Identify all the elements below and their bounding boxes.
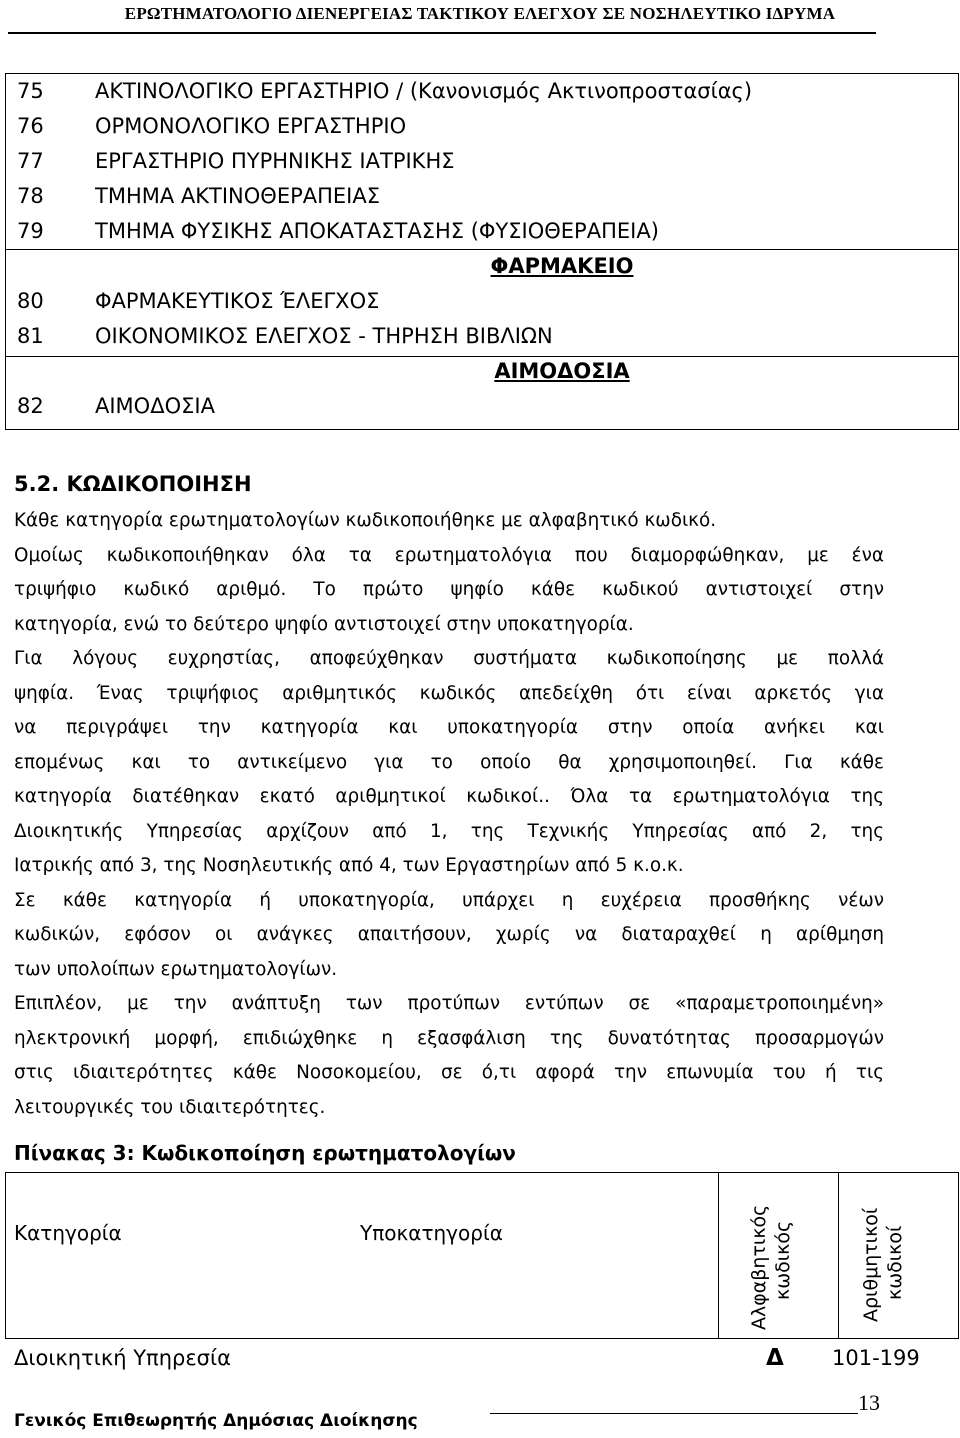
body-line: των υπολοίπων ερωτηματολογίων. xyxy=(14,958,338,980)
body-line: ηλεκτρονική μορφή, επιδιώχθηκε η εξασφάλιση της δυνατότητας προσαρμογών xyxy=(14,1027,884,1049)
header-category: Κατηγορία xyxy=(14,1221,122,1245)
body-line: τριψήφιο κωδικό αριθμό. Το πρώτο ψηφίο κάθε κωδικού αντιστοιχεί στην xyxy=(14,579,884,600)
header-alpha-code-line1: Αλφαβητικός xyxy=(748,1204,770,1330)
body-line: ψηφία. Ένας τριψήφιος αριθμητικός κωδικός απεδείχθη ότι είναι αρκετός για xyxy=(14,682,884,704)
list-row-label: ΤΜΗΜΑ ΦΥΣΙΚΗΣ ΑΠΟΚΑΤΑΣΤΑΣΗΣ (ΦΥΣΙΟΘΕΡΑΠΕΙΑ) xyxy=(95,218,659,243)
list-row-number: 75 xyxy=(17,78,44,103)
running-header: ΕΡΩΤΗΜΑΤΟΛΟΓΙΟ ΔΙΕΝΕΡΓΕΙΑΣ ΤΑΚΤΙΚΟΥ ΕΛΕΓΧΟΥ ΣΕ ΝΟΣΗΛΕΥΤΙΚΟ ΙΔΡΥΜΑ xyxy=(124,4,836,23)
body-line: Διοικητικής Υπηρεσίας αρχίζουν από 1, της Τεχνικής Υπηρεσίας από 2, της xyxy=(14,820,884,842)
list-row-number: 77 xyxy=(17,148,44,173)
list-row xyxy=(5,73,959,108)
section-title: 5.2. ΚΩΔΙΚΟΠΟΙΗΣΗ xyxy=(14,472,252,496)
department-list-table xyxy=(5,73,959,423)
list-row xyxy=(5,178,959,213)
page-number: 13 xyxy=(858,1390,880,1415)
body-line: Κάθε κατηγορία ερωτηματολογίων κωδικοποιήθηκε με αλφαβητικό κωδικό. xyxy=(14,510,717,531)
list-row-number: 79 xyxy=(17,218,44,243)
body-text xyxy=(14,504,884,1125)
body-line: λειτουργικές του ιδιαιτερότητες. xyxy=(14,1096,326,1118)
header-numeric-codes-line1: Αριθμητικοί xyxy=(860,1207,882,1322)
header-row-divider xyxy=(5,1338,959,1339)
body-line: Ομοίως κωδικοποιήθηκαν όλα τα ερωτηματολόγια που διαμορφώθηκαν, με ένα xyxy=(14,544,884,566)
list-row-label: ΑΙΜΟΔΟΣΙΑ xyxy=(95,393,215,418)
body-line: στις ιδιαιτερότητες κάθε Νοσοκομείου, σε ό,τι αφορά την επωνυμία του ή τις xyxy=(14,1062,884,1083)
body-line: επομένως και το αντικείμενο για το οποίο θα χρησιμοποιηθεί. Για κάθε xyxy=(14,751,884,773)
header-alpha-code-line2: κωδικός xyxy=(772,1220,794,1300)
body-line: Για λόγους ευχρηστίας, αποφεύχθηκαν συστήματα κωδικοποίησης με πολλά xyxy=(14,648,884,669)
list-row xyxy=(5,388,959,423)
list-row xyxy=(5,143,959,178)
list-row-number: 82 xyxy=(17,393,44,418)
body-line: Σε κάθε κατηγορία ή υποκατηγορία, υπάρχει η ευχέρεια προσθήκης νέων xyxy=(14,889,884,911)
column-divider xyxy=(718,1172,719,1338)
list-row-number: 80 xyxy=(17,288,44,313)
row-category: Διοικητική Υπηρεσία xyxy=(14,1346,231,1370)
row-numeric-codes: 101-199 xyxy=(832,1346,920,1370)
body-line: κατηγορία διατέθηκαν εκατό αριθμητικοί κωδικοί.. Όλα τα ερωτηματολόγια της xyxy=(14,786,884,807)
column-divider xyxy=(838,1172,839,1338)
header-numeric-codes-line2: κωδικοί xyxy=(884,1225,906,1300)
list-row-label: ΟΡΜΟΝΟΛΟΓΙΚΟ ΕΡΓΑΣΤΗΡΙΟ xyxy=(95,113,407,138)
list-row-number: 76 xyxy=(17,113,44,138)
list-row-number: 78 xyxy=(17,183,44,208)
codes-table-frame xyxy=(5,1172,959,1339)
body-line: κατηγορία, ενώ το δεύτερο ψηφίο αντιστοιχεί στην υποκατηγορία. xyxy=(14,613,634,635)
list-row-label: ΑΚΤΙΝΟΛΟΓΙΚΟ ΕΡΓΑΣΤΗΡΙΟ / (Κανονισμός Ακτινοπροστασίας) xyxy=(95,78,753,103)
list-row-label: ΦΑΡΜΑΚΕΥΤΙΚΟΣ ΈΛΕΓΧΟΣ xyxy=(95,288,380,313)
body-line: Επιπλέον, με την ανάπτυξη των προτύπων εντύπων σε «παραμετροποιημένη» xyxy=(14,993,884,1014)
list-row-label: ΟΙΚΟΝΟΜΙΚΟΣ ΕΛΕΓΧΟΣ - ΤΗΡΗΣΗ ΒΙΒΛΙΩΝ xyxy=(95,323,553,348)
list-row-label: ΕΡΓΑΣΤΗΡΙΟ ΠΥΡΗΝΙΚΗΣ ΙΑΤΡΙΚΗΣ xyxy=(95,148,455,173)
list-row xyxy=(5,213,959,248)
list-section-heading: ΦΑΡΜΑΚΕΙΟ xyxy=(490,253,634,278)
list-row xyxy=(5,108,959,143)
list-section-heading-row xyxy=(5,248,959,283)
header-rule xyxy=(8,32,876,34)
list-row-label: ΤΜΗΜΑ ΑΚΤΙΝΟΘΕΡΑΠΕΙΑΣ xyxy=(95,183,381,208)
list-row xyxy=(5,318,959,353)
list-row-number: 81 xyxy=(17,323,44,348)
body-line: να περιγράψει την κατηγορία και υποκατηγορία στην οποία ανήκει και xyxy=(14,717,884,738)
list-section-heading-row xyxy=(5,353,959,388)
row-alpha-code: Δ xyxy=(766,1345,784,1371)
list-section-heading: ΑΙΜΟΔΟΣΙΑ xyxy=(494,358,630,383)
table-caption: Πίνακας 3: Κωδικοποίηση ερωτηματολογίων xyxy=(14,1141,516,1165)
body-line: Ιατρικής από 3, της Νοσηλευτικής από 4, των Εργαστηρίων από 5 κ.ο.κ. xyxy=(14,855,684,876)
header-subcategory: Υποκατηγορία xyxy=(360,1221,503,1245)
body-line: κωδικών, εφόσον οι ανάγκες απαιτήσουν, χωρίς να διαταραχθεί η αρίθμηση xyxy=(14,924,884,945)
list-row xyxy=(5,283,959,318)
footer-text: Γενικός Επιθεωρητής Δημόσιας Διοίκησης xyxy=(14,1411,418,1431)
footer-rule xyxy=(490,1413,858,1414)
